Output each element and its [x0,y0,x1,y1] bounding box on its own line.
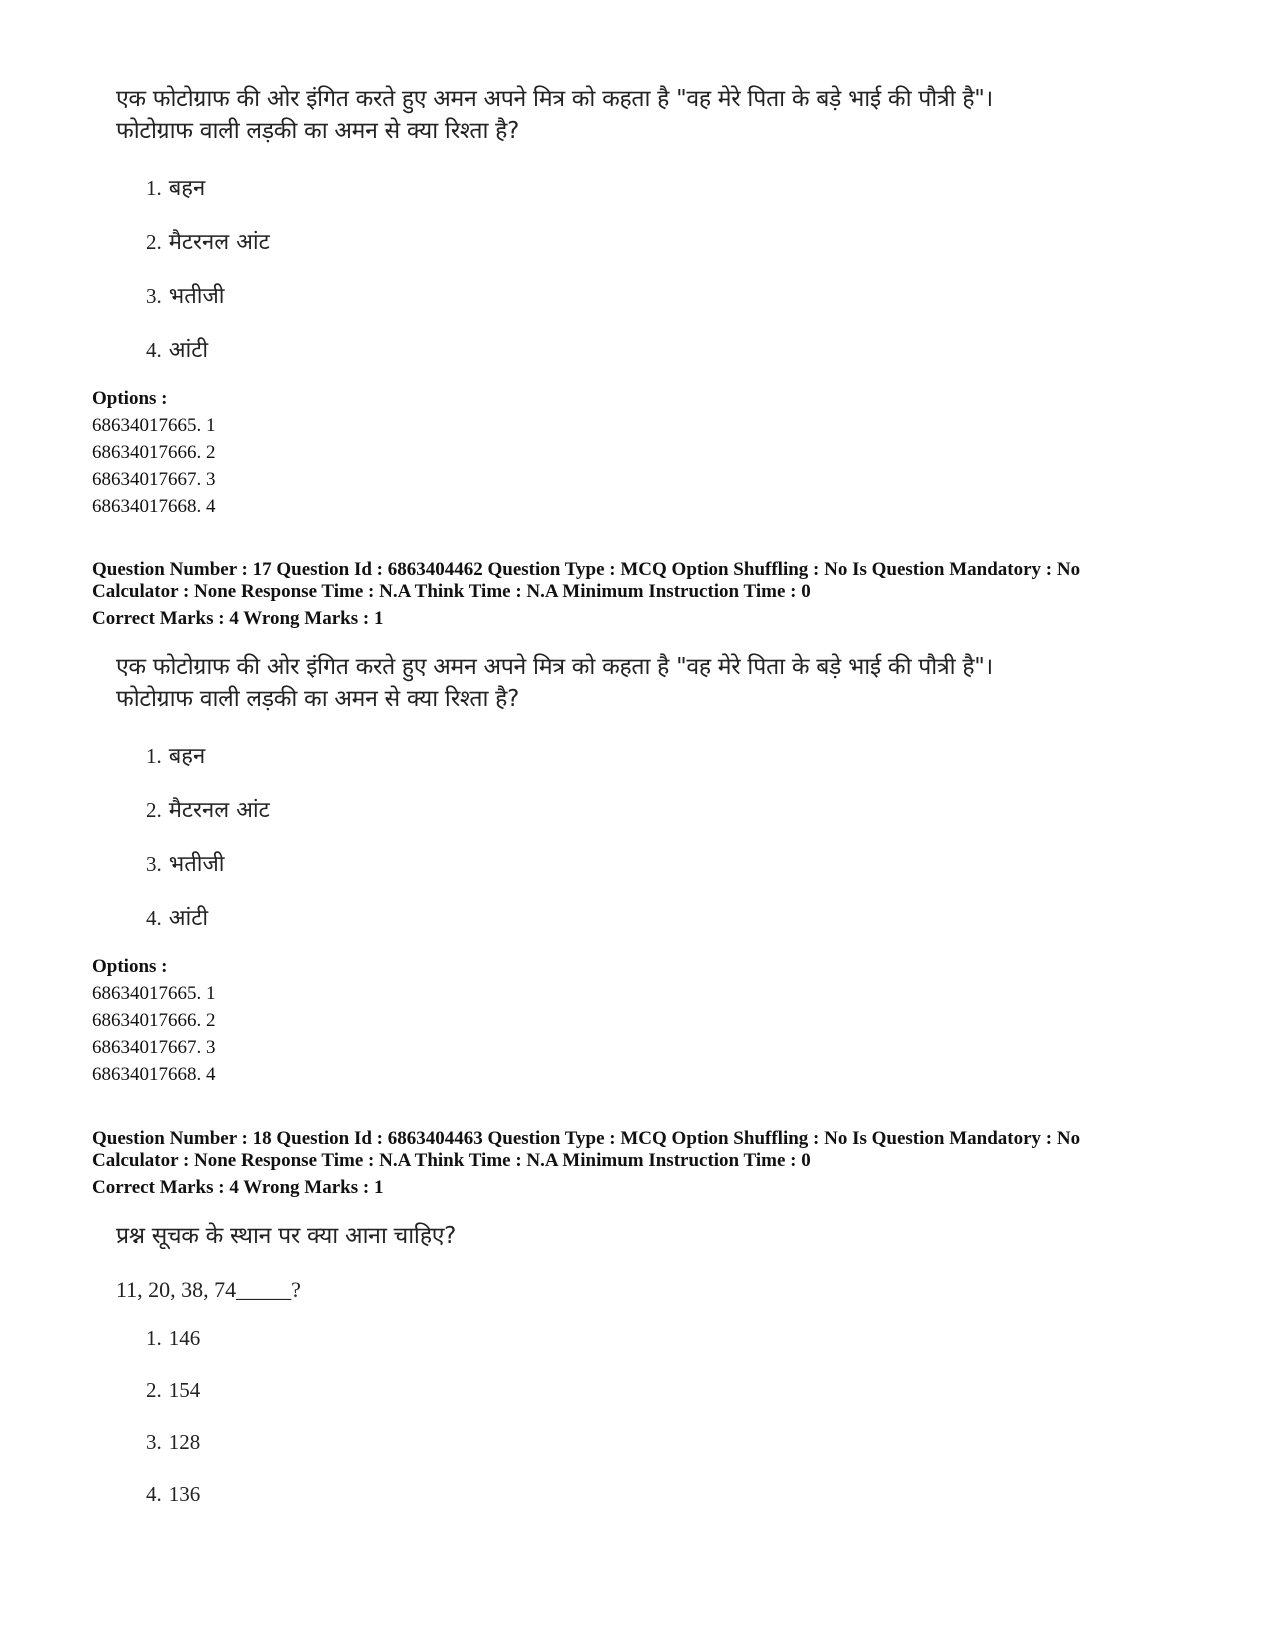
choice-number: 2. [146,798,162,822]
choice-text: आंटी [168,906,209,931]
choice-number: 2. [146,230,162,254]
choice-number: 1. [146,176,162,200]
option-id-line: 68634017667. 3 [92,1037,216,1058]
choice-text: मैटरनल आंट [168,798,270,823]
answer-choice-3 [146,1430,200,1455]
answer-choice-4 [146,1482,200,1507]
question-meta-line: Calculator : None Response Time : N.A Think Time : N.A Minimum Instruction Time : 0 [92,581,811,602]
option-id-line: 68634017668. 4 [92,1064,216,1085]
option-id-line: 68634017668. 4 [92,496,216,517]
option-id-line: 68634017666. 2 [92,442,216,463]
options-label: Options : [92,956,168,977]
answer-choice-2 [146,1378,200,1403]
answer-choice-4 [146,902,208,932]
answer-choice-3 [146,280,224,310]
answer-choice-1 [146,740,205,770]
option-id-line: 68634017666. 2 [92,1010,216,1031]
choice-text: आंटी [168,338,209,363]
choice-text: 146 [168,1326,201,1350]
answer-choice-2 [146,794,270,824]
choice-text: मैटरनल आंट [168,230,270,255]
question-text-line: प्रश्न सूचक के स्थान पर क्या आना चाहिए? [116,1223,457,1249]
choice-number: 4. [146,906,162,930]
marks-line: Correct Marks : 4 Wrong Marks : 1 [92,1177,384,1198]
choice-number: 3. [146,1430,162,1454]
choice-text: 154 [168,1378,201,1402]
choice-text: भतीजी [168,284,225,309]
choice-text: 128 [168,1430,201,1454]
question-meta-line: Calculator : None Response Time : N.A Think Time : N.A Minimum Instruction Time : 0 [92,1150,811,1171]
option-id-line: 68634017665. 1 [92,983,216,1004]
choice-text: 136 [168,1482,201,1506]
answer-choice-3 [146,848,224,878]
choice-number: 2. [146,1378,162,1402]
choice-text: भतीजी [168,852,225,877]
choice-number: 4. [146,1482,162,1506]
question-meta-line: Question Number : 18 Question Id : 6863404463 Question Type : MCQ Option Shuffling : No Is Question Mandatory : No [92,1128,1081,1149]
marks-line: Correct Marks : 4 Wrong Marks : 1 [92,608,384,629]
question-meta-line: Question Number : 17 Question Id : 6863404462 Question Type : MCQ Option Shuffling : No Is Question Mandatory : No [92,559,1081,580]
choice-number: 1. [146,744,162,768]
choice-number: 4. [146,338,162,362]
choice-number: 1. [146,1326,162,1350]
answer-choice-4 [146,334,208,364]
choice-text: बहन [168,176,206,201]
number-series: 11, 20, 38, 74_____? [116,1277,301,1302]
question-text-line: एक फोटोग्राफ की ओर इंगित करते हुए अमन अपने मित्र को कहता है "वह मेरे पिता के बड़े भाई की पौत्री है"। [116,86,993,112]
question-text-line: फोटोग्राफ वाली लड़की का अमन से क्या रिश्ता है? [116,118,519,144]
choice-text: बहन [168,744,206,769]
option-id-line: 68634017665. 1 [92,415,216,436]
answer-choice-2 [146,226,270,256]
options-label: Options : [92,388,168,409]
option-id-line: 68634017667. 3 [92,469,216,490]
answer-choice-1 [146,1326,200,1351]
choice-number: 3. [146,284,162,308]
question-text-line: फोटोग्राफ वाली लड़की का अमन से क्या रिश्ता है? [116,686,519,712]
answer-choice-1 [146,172,205,202]
question-text-line: एक फोटोग्राफ की ओर इंगित करते हुए अमन अपने मित्र को कहता है "वह मेरे पिता के बड़े भाई की पौत्री है"। [116,654,993,680]
choice-number: 3. [146,852,162,876]
